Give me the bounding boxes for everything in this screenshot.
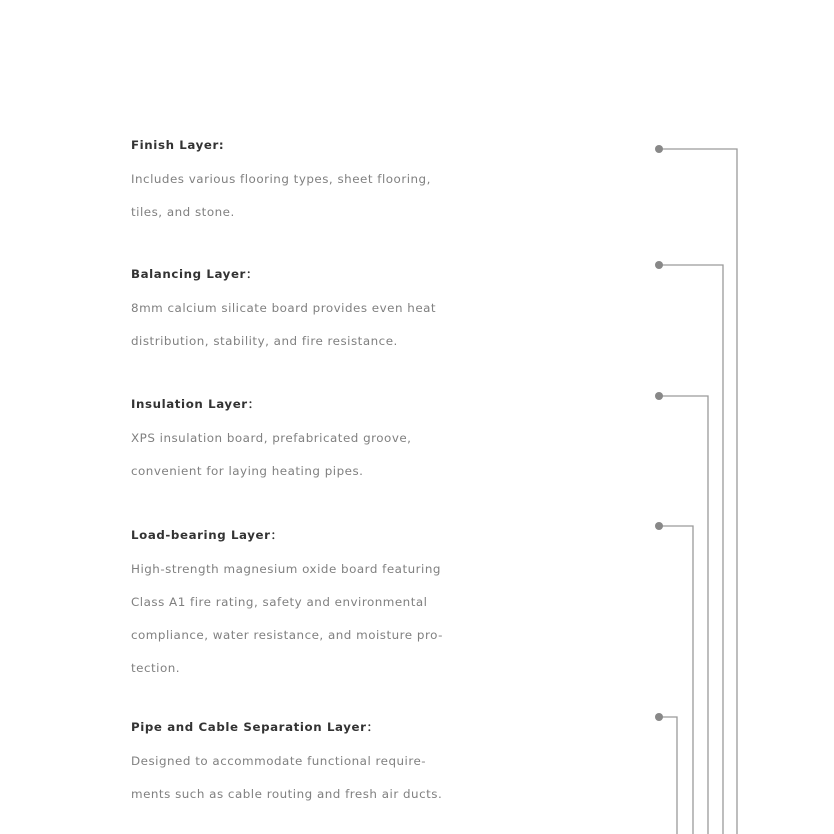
description-line: Designed to accommodate functional require- [131,754,427,768]
connector-pipe-cable [655,713,677,834]
leader-line [659,396,708,834]
description-line: High-strength magnesium oxide board featuring [131,562,441,576]
connector-dot [655,522,663,530]
description-line: 8mm calcium silicate board provides even heat [131,301,437,315]
connector-dot [655,261,663,269]
layer-title: Finish Layer: [131,138,225,152]
layer-insulation [131,391,651,488]
connector-balancing [655,261,723,834]
layer-title: Insulation Layer： [131,397,261,411]
connector-dot [655,713,663,721]
layer-description [131,292,651,358]
connector-finish [655,145,737,834]
leader-line [659,265,723,834]
layer-load-bearing [131,522,651,685]
connector-load-bearing [655,522,693,834]
description-line: Class A1 fire rating, safety and environmental [131,595,428,609]
connector-insulation [655,392,708,834]
description-line: compliance, water resistance, and moisture pro- [131,628,443,642]
description-line: ments such as cable routing and fresh air ducts. [131,787,443,801]
description-line: tection. [131,661,181,675]
leader-line [659,149,737,834]
description-line: XPS insulation board, prefabricated groove, [131,431,412,445]
layer-title: Balancing Layer： [131,267,259,281]
description-line: distribution, stability, and fire resistance. [131,334,398,348]
connector-dot [655,392,663,400]
layer-title: Load-bearing Layer： [131,528,283,542]
layer-pipe-cable-separation [131,714,651,811]
layer-description [131,422,651,488]
layer-balancing [131,261,651,358]
leader-line [659,717,677,834]
layer-description [131,163,651,229]
description-line: convenient for laying heating pipes. [131,464,364,478]
layer-finish [131,132,651,229]
description-line: Includes various flooring types, sheet flooring, [131,172,431,186]
leader-line [659,526,693,834]
layer-description [131,745,651,811]
description-line: tiles, and stone. [131,205,235,219]
layer-description [131,553,651,685]
connector-dot [655,145,663,153]
layer-title: Pipe and Cable Separation Layer： [131,720,379,734]
